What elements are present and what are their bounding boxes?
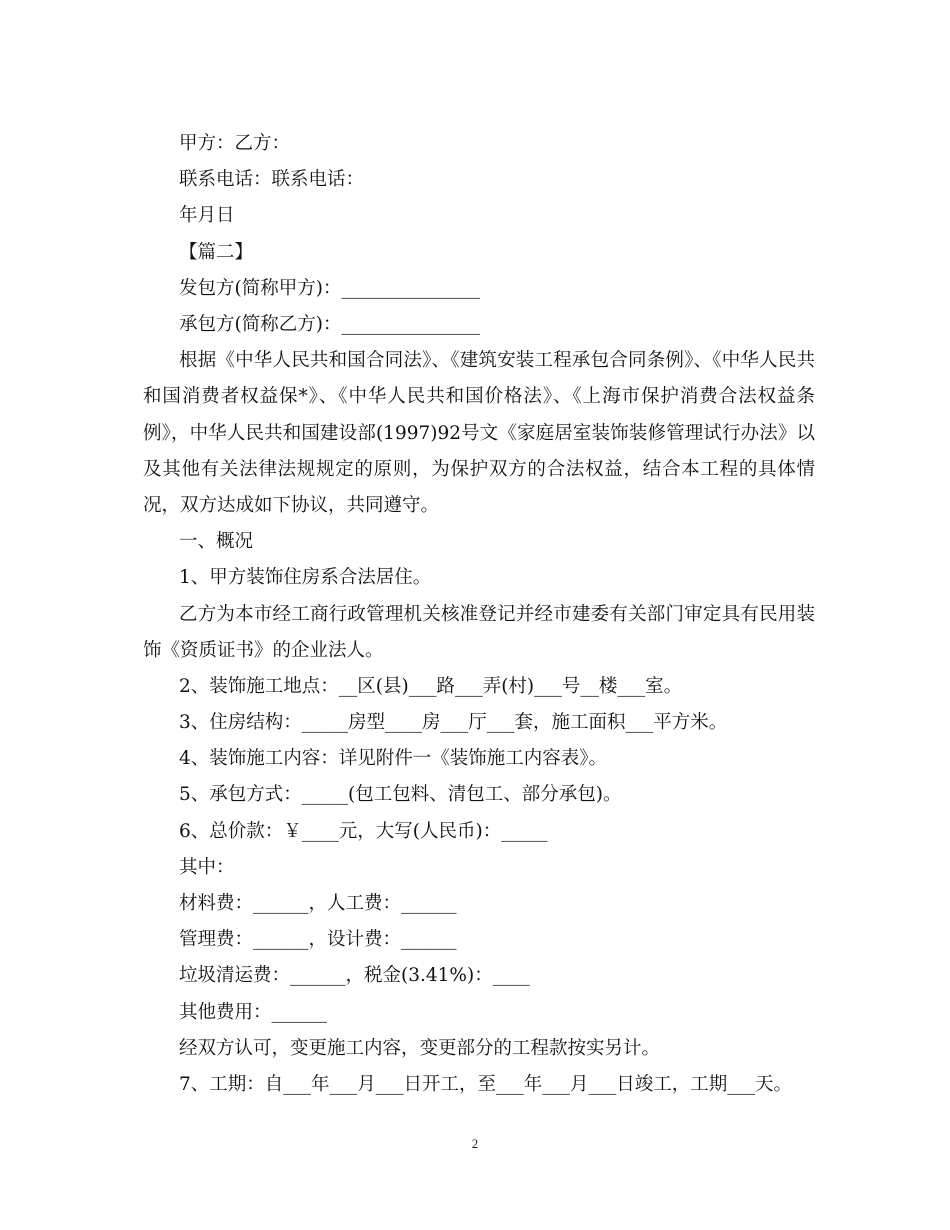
contact-phone-line: 联系电话：联系电话： — [179, 169, 365, 191]
contractor-party-line: 承包方(简称乙方)：_______________ — [179, 313, 481, 335]
contractor-qualification-paragraph: 乙方为本市经工商行政管理机关核准登记并经市建委有关部门审定具有民用装饰《资质证书》的企业法人。 — [143, 603, 815, 661]
clause-3-structure: 3、住房结构：_____房型____房___厅___套，施工面积___平方米。 — [179, 712, 728, 734]
clause-4-content: 4、装饰施工内容：详见附件一《装饰施工内容表》。 — [179, 748, 608, 770]
page-number: 2 — [471, 1136, 479, 1151]
material-labor-fee-line: 材料费：______，人工费：______ — [179, 893, 457, 915]
clause-1: 1、甲方装饰住房系合法居住。 — [179, 567, 432, 589]
party-names-line: 甲方：乙方： — [179, 133, 291, 154]
clause-5-method: 5、承包方式：_____(包工包料、清包工、部分承包)。 — [179, 784, 622, 806]
change-terms-line: 经双方认可，变更施工内容，变更部分的工程款按实另计。 — [179, 1037, 661, 1059]
waste-tax-fee-line: 垃圾清运费：______，税金(3.41%)：____ — [179, 965, 530, 987]
price-breakdown-intro: 其中： — [179, 856, 235, 878]
clause-7-schedule: 7、工期：自___年___月___日开工，至___年___月___日竣工，工期___天。 — [179, 1073, 793, 1095]
clause-6-total-price: 6、总价款：￥____元，大写(人民币)：_____ — [179, 820, 548, 842]
clause-2-location: 2、装饰施工地点：__区(县)___路___弄(村)___号__楼___室。 — [179, 675, 683, 697]
document-body — [143, 126, 815, 1103]
date-line: 年月日 — [179, 205, 235, 227]
management-design-fee-line: 管理费：______，设计费：______ — [179, 929, 457, 951]
overview-heading: 一、概况 — [179, 531, 254, 553]
section-title-part-two: 【篇二】 — [179, 241, 254, 263]
other-fee-line: 其他费用：______ — [179, 1001, 328, 1023]
contracting-party-line: 发包方(简称甲方)：_______________ — [179, 277, 481, 299]
legal-basis-paragraph: 根据《中华人民共和国合同法》、《建筑安装工程承包合同条例》、《中华人民共和国消费者权益保*》、《中华人民共和国价格法》、《上海市保护消费合法权益条例》，中华人民共和国建设部(1997)92号文《家庭居室装饰装修管理试行办法》以及其他有关法律法规规定的原则，为保护双方的合法权益，结合本工程的具体情况，双方达成如下协议，共同遵守。 — [143, 350, 815, 516]
